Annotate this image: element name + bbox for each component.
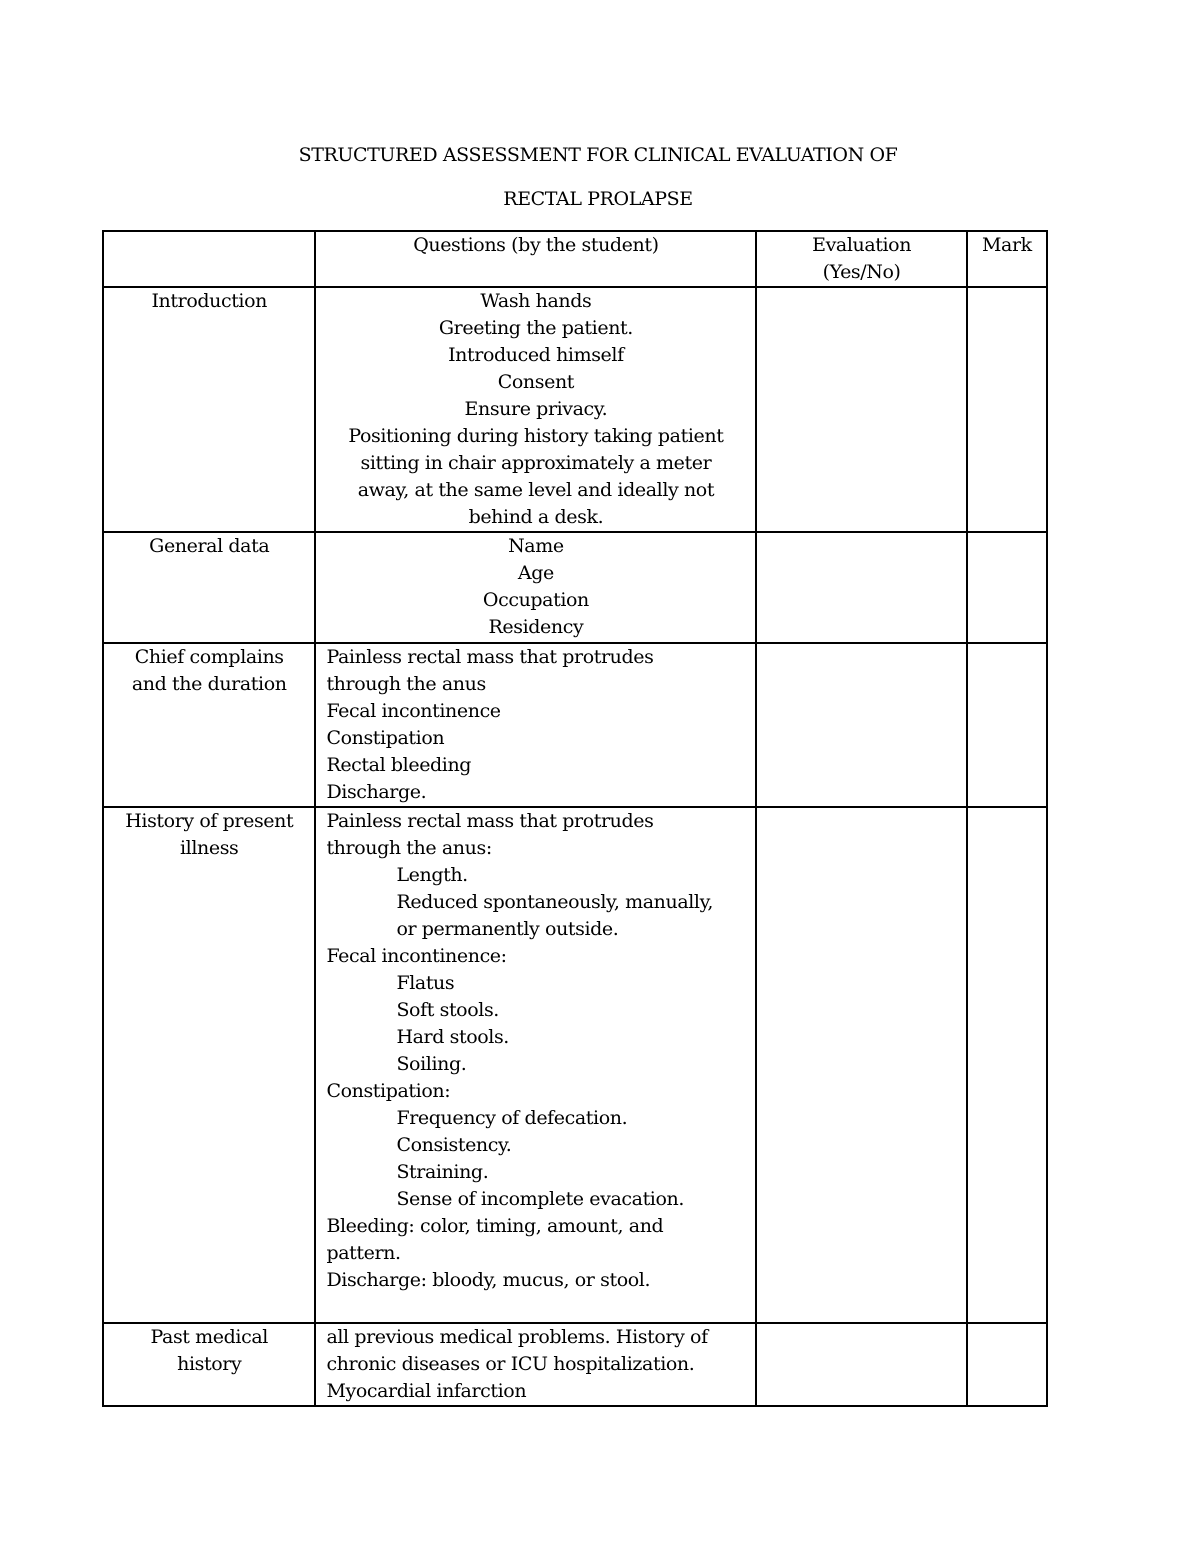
question-line: Soft stools. <box>396 999 499 1021</box>
mark-cell[interactable] <box>967 1323 1047 1406</box>
question-line: chronic diseases or ICU hospitalization. <box>326 1353 695 1375</box>
question-line: Soiling. <box>396 1053 467 1075</box>
table-row-introduction <box>103 287 1047 532</box>
question-line: through the anus: <box>326 837 492 859</box>
mark-cell[interactable] <box>967 532 1047 643</box>
table-row-general-data <box>103 532 1047 643</box>
question-line: or permanently outside. <box>396 918 619 940</box>
section-label-cell <box>103 1323 315 1406</box>
section-label-cell <box>103 643 315 807</box>
header-questions-label: Questions (by the student) <box>413 234 659 256</box>
evaluation-cell[interactable] <box>756 807 966 1323</box>
mark-cell[interactable] <box>967 807 1047 1323</box>
question-line: Sense of incomplete evacation. <box>396 1188 684 1210</box>
header-evaluation-sublabel: (Yes/No) <box>822 261 901 283</box>
header-mark-label: Mark <box>982 234 1032 256</box>
question-line: Bleeding: color, timing, amount, and <box>326 1215 664 1237</box>
evaluation-cell[interactable] <box>756 643 966 807</box>
section-label-cell <box>103 532 315 643</box>
section-label-line: Past medical <box>150 1326 268 1348</box>
question-line: Discharge: bloody, mucus, or stool. <box>326 1269 651 1291</box>
header-evaluation-cell <box>756 231 966 287</box>
question-line: Flatus <box>396 972 455 994</box>
question-line: Rectal bleeding <box>326 754 472 776</box>
header-section-cell <box>103 231 315 287</box>
table-row-history-present-illness <box>103 807 1047 1323</box>
question-line: Fecal incontinence: <box>326 945 507 967</box>
question-line: Straining. <box>396 1161 489 1183</box>
question-line: Greeting the patient. <box>438 317 633 339</box>
section-label-line: History of present <box>125 810 294 832</box>
question-line: Consent <box>497 371 575 393</box>
question-line: Painless rectal mass that protrudes <box>326 810 654 832</box>
document-title-line-2: RECTAL PROLAPSE <box>503 188 693 210</box>
table-row-chief-complaints <box>103 643 1047 807</box>
question-line: Length. <box>396 864 468 886</box>
section-label-line: Chief complains <box>134 646 284 668</box>
questions-cell <box>315 643 756 807</box>
section-label-cell <box>103 287 315 532</box>
section-label-line: history <box>177 1353 242 1375</box>
question-line: behind a desk. <box>468 506 604 528</box>
question-line: Reduced spontaneously, manually, <box>396 891 714 913</box>
questions-cell <box>315 532 756 643</box>
questions-cell <box>315 807 756 1323</box>
question-line: Ensure privacy. <box>464 398 608 420</box>
section-label-line: and the duration <box>131 673 287 695</box>
table-row-past-medical-history <box>103 1323 1047 1406</box>
question-line: Constipation: <box>326 1080 451 1102</box>
question-line: Positioning during history taking patient <box>348 425 724 447</box>
section-label-line: General data <box>149 535 270 557</box>
section-label-line: illness <box>180 837 239 859</box>
question-line: Name <box>508 535 564 557</box>
table-header-row <box>103 231 1047 287</box>
section-label-line: Introduction <box>151 290 267 312</box>
section-label-cell <box>103 807 315 1323</box>
question-line: Consistency. <box>396 1134 512 1156</box>
question-line: pattern. <box>326 1242 401 1264</box>
question-line: through the anus <box>326 673 486 695</box>
evaluation-cell[interactable] <box>756 1323 966 1406</box>
question-line: Hard stools. <box>396 1026 509 1048</box>
evaluation-cell[interactable] <box>756 532 966 643</box>
questions-cell <box>315 287 756 532</box>
question-line: all previous medical problems. History of <box>326 1326 708 1348</box>
assessment-table <box>102 230 1048 1407</box>
question-line: Age <box>517 562 554 584</box>
question-line: Residency <box>488 616 584 638</box>
header-mark-cell <box>967 231 1047 287</box>
mark-cell[interactable] <box>967 287 1047 532</box>
question-line: Constipation <box>326 727 445 749</box>
mark-cell[interactable] <box>967 643 1047 807</box>
evaluation-cell[interactable] <box>756 287 966 532</box>
question-line: Fecal incontinence <box>326 700 501 722</box>
question-line: Introduced himself <box>448 344 624 366</box>
question-line: Discharge. <box>326 781 427 803</box>
document-title-line-1: STRUCTURED ASSESSMENT FOR CLINICAL EVALUATION OF <box>298 144 898 166</box>
question-line: Wash hands <box>480 290 592 312</box>
question-line: Myocardial infarction <box>326 1380 527 1402</box>
question-line: sitting in chair approximately a meter <box>360 452 712 474</box>
header-evaluation-label: Evaluation <box>812 234 912 256</box>
question-line: Frequency of defecation. <box>396 1107 628 1129</box>
question-line: away, at the same level and ideally not <box>357 479 715 501</box>
question-line: Painless rectal mass that protrudes <box>326 646 654 668</box>
question-line: Occupation <box>482 589 589 611</box>
questions-cell <box>315 1323 756 1406</box>
header-questions-cell <box>315 231 756 287</box>
